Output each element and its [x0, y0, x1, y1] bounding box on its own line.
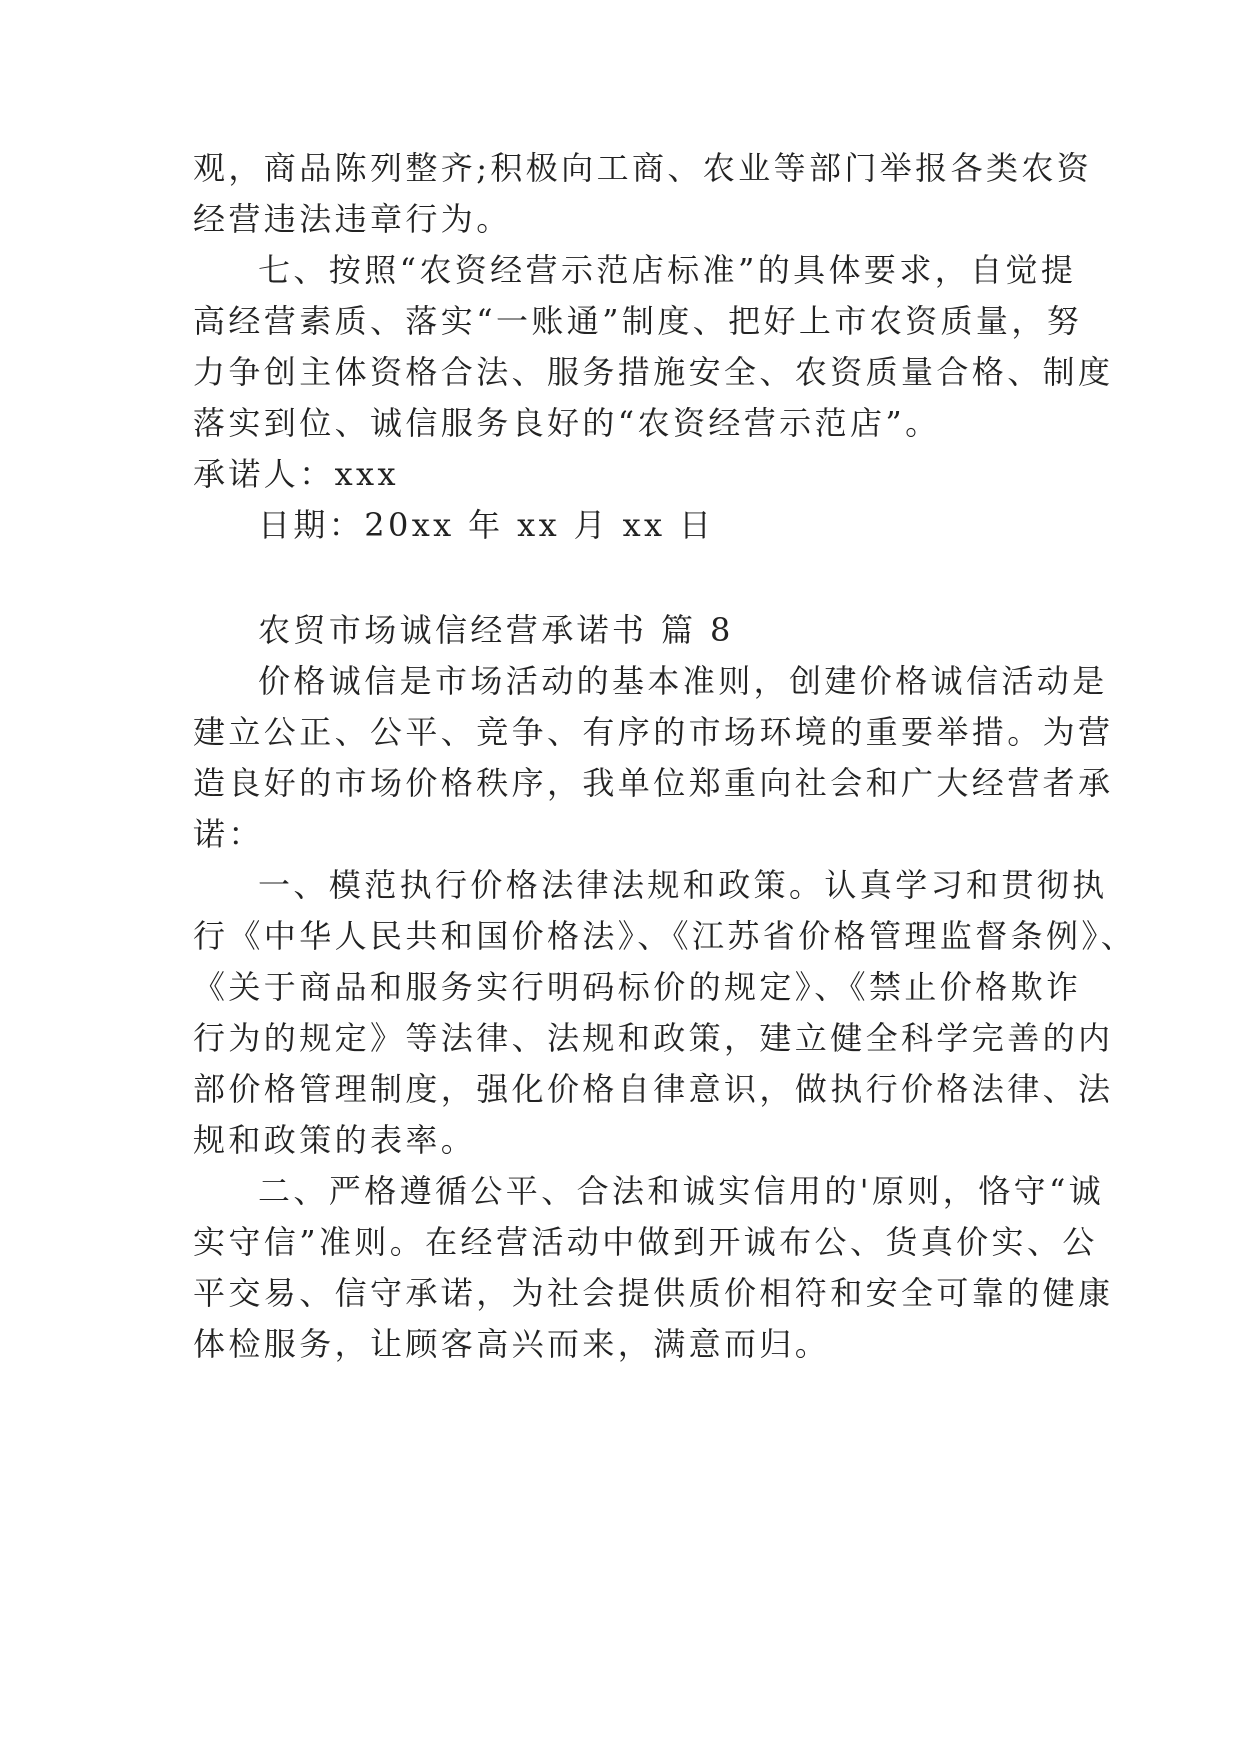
signatory-line: 承诺人：xxx — [193, 455, 399, 493]
text-line: 平交易、信守承诺，为社会提供质价相符和安全可靠的健康 — [193, 1274, 1114, 1312]
text-line: 实守信”准则。在经营活动中做到开诚布公、货真价实、公 — [193, 1223, 1098, 1261]
text-line: 七、按照“农资经营示范店标准”的具体要求，自觉提 — [258, 251, 1077, 289]
text-line: 一、模范执行价格法律法规和政策。认真学习和贯彻执 — [258, 866, 1108, 904]
text-line: 造良好的市场价格秩序，我单位郑重向社会和广大经营者承 — [193, 764, 1114, 802]
date-line: 日期：20xx 年 xx 月 xx 日 — [258, 506, 715, 544]
text-line: 行《中华人民共和国价格法》、《江苏省价格管理监督条例》、 — [193, 917, 1137, 955]
text-line: 二、严格遵循公平、合法和诚实信用的'原则，恪守“诚 — [258, 1172, 1105, 1210]
text-line: 落实到位、诚信服务良好的“农资经营示范店”。 — [193, 404, 941, 442]
text-line: 规和政策的表率。 — [193, 1121, 477, 1159]
text-line: 部价格管理制度，强化价格自律意识，做执行价格法律、法 — [193, 1070, 1114, 1108]
text-line: 诺： — [193, 815, 264, 853]
text-line: 力争创主体资格合法、服务措施安全、农资质量合格、制度 — [193, 353, 1114, 391]
text-line: 价格诚信是市场活动的基本准则，创建价格诚信活动是 — [258, 662, 1108, 700]
text-line: 体检服务，让顾客高兴而来，满意而归。 — [193, 1325, 831, 1363]
text-line: 行为的规定》等法律、法规和政策，建立健全科学完善的内 — [193, 1019, 1114, 1057]
text-line: 建立公正、公平、竞争、有序的市场环境的重要举措。为营 — [193, 713, 1114, 751]
text-line: 高经营素质、落实“一账通”制度、把好上市农资质量，努 — [193, 302, 1083, 340]
text-line: 经营违法违章行为。 — [193, 200, 512, 238]
section-heading: 农贸市场诚信经营承诺书 篇 8 — [258, 611, 734, 649]
text-line: 《关于商品和服务实行明码标价的规定》、《禁止价格欺诈 — [193, 968, 1082, 1006]
text-line: 观，商品陈列整齐;积极向工商、农业等部门举报各类农资 — [193, 149, 1093, 187]
